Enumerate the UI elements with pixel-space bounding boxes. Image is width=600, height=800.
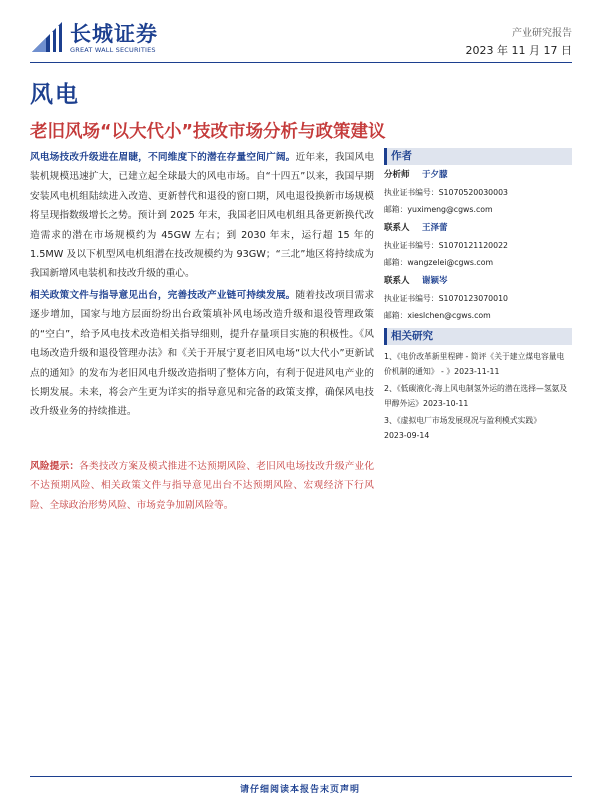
- paragraph-lead: 风电场技改升级进在眉睫，不同维度下的潜在存量空间广阔。: [30, 152, 296, 163]
- related-item[interactable]: [384, 381, 572, 411]
- author-card: [384, 273, 572, 324]
- email-label: 邮箱：: [384, 258, 408, 267]
- cert-label: 执业证书编号：: [384, 188, 439, 197]
- author-email[interactable]: wangzelei@cgws.com: [407, 258, 494, 267]
- related-item[interactable]: [384, 349, 572, 379]
- author-card: [384, 220, 572, 271]
- related-heading: 相关研究: [384, 328, 572, 345]
- summary-paragraph-2: [30, 286, 374, 422]
- footer-disclaimer: 请仔细阅读本报告末页声明: [239, 785, 360, 795]
- author-role: 联系人: [384, 223, 410, 233]
- author-name: 于夕朦: [422, 170, 448, 180]
- related-title: 《电价改革新里程碑 - 简评《关于建立煤电容量电价机制的通知》 - 》: [384, 352, 565, 376]
- author-role: 分析师: [384, 170, 410, 180]
- summary-paragraph-1: [30, 148, 374, 284]
- risk-lead: 风险提示：: [30, 461, 80, 472]
- paragraph-lead: 相关政策文件与指导意见出台，完善技改产业链可持续发展。: [30, 290, 296, 301]
- cert-number: S1070520030003: [438, 188, 509, 197]
- author-role: 联系人: [384, 276, 410, 286]
- report-type: 产业研究报告: [512, 28, 572, 39]
- cert-number: S1070121120022: [438, 241, 509, 250]
- related-research: [384, 328, 572, 443]
- related-date: 2023-10-11: [422, 399, 469, 408]
- related-date: 2023-09-14: [384, 431, 430, 440]
- related-date: 2023-11-11: [454, 367, 500, 376]
- risk-text: 各类技改方案及模式推进不达预期风险、老旧风电场技改升级产业化不达预期风险、相关政策文件与指导意见出台不达预期风险、宏观经济下行风险、全球政治形势风险、市场竞争加剧风险等。: [30, 461, 375, 511]
- industry-label: 风电: [30, 82, 80, 108]
- author-name: 谢颖岑: [422, 276, 448, 286]
- paragraph-text: 随着技改项目需求逐步增加，国家与地方层面纷纷出台政策填补风电场改造升级和退役管理政策的“空白”，给予风电技术改造相关指导细则，提升存量项目实施的积极性。《风电场改造升级和退役管理办法》和《关于开展宁夏老旧风电场“以大代小”更新试点的通知》的发布为老旧风电升级改造指明了整体方向，有利于促进风电产业的长期发展。未来，将会产生更为详实的指导意见和完备的政策支撑，确保风电技改升级业务的持续推进。: [30, 290, 375, 418]
- cert-label: 执业证书编号：: [384, 294, 439, 303]
- author-email[interactable]: yuximeng@cgws.com: [407, 205, 493, 214]
- email-label: 邮箱：: [384, 311, 408, 320]
- cert-number: S1070123070010: [438, 294, 509, 303]
- cert-label: 执业证书编号：: [384, 241, 439, 250]
- great-wall-logo-icon: [30, 20, 64, 54]
- related-item[interactable]: [384, 413, 572, 443]
- author-email[interactable]: xieslchen@cgws.com: [407, 311, 491, 320]
- related-index: 2、: [384, 384, 397, 393]
- author-card: [384, 167, 572, 218]
- brand-name-en: GREAT WALL SECURITIES: [70, 46, 156, 54]
- report-title: 老旧风场“以大代小”技改市场分析与政策建议: [30, 122, 386, 142]
- email-label: 邮箱：: [384, 205, 408, 214]
- report-date: 2023 年 11 月 17 日: [465, 44, 572, 57]
- related-title: 《低碳液化-海上风电制氢外运的潜在选择—氢氨及甲醇外运》: [384, 384, 568, 408]
- risk-warning: [30, 457, 374, 515]
- brand-name-cn: 长城证券: [70, 22, 158, 46]
- header-divider: [30, 62, 572, 63]
- related-title: 《虚拟电厂市场发展现况与盈利模式实践》: [396, 416, 542, 425]
- related-index: 1、: [384, 352, 397, 361]
- author-name: 王泽蕾: [422, 223, 448, 233]
- authors-heading: 作者: [384, 148, 572, 165]
- sidebar: [384, 148, 572, 445]
- paragraph-text: 近年来，我国风电装机规模迅速扩大，已建立起全球最大的风电市场。自“十四五”以来，我国早期安装风电机组陆续进入改造、更新替代和退役的窗口期，风电退役换新市场规模将呈现指数级增长之势。预计到 2025 年末，我国老旧风电机组具备更新换代改造需求的潜在市场规模约为 45GW 左右；到 2030 年末，运行超 15 年的 1.5MW 及以下机型风电机组潜在技改规模约为 93GW；“三北”地区将持续成为我国新增风电装机和技改升级的重心。: [30, 152, 375, 280]
- footer-divider: [30, 776, 572, 777]
- brand-logo: [30, 18, 180, 58]
- related-index: 3、: [384, 416, 397, 425]
